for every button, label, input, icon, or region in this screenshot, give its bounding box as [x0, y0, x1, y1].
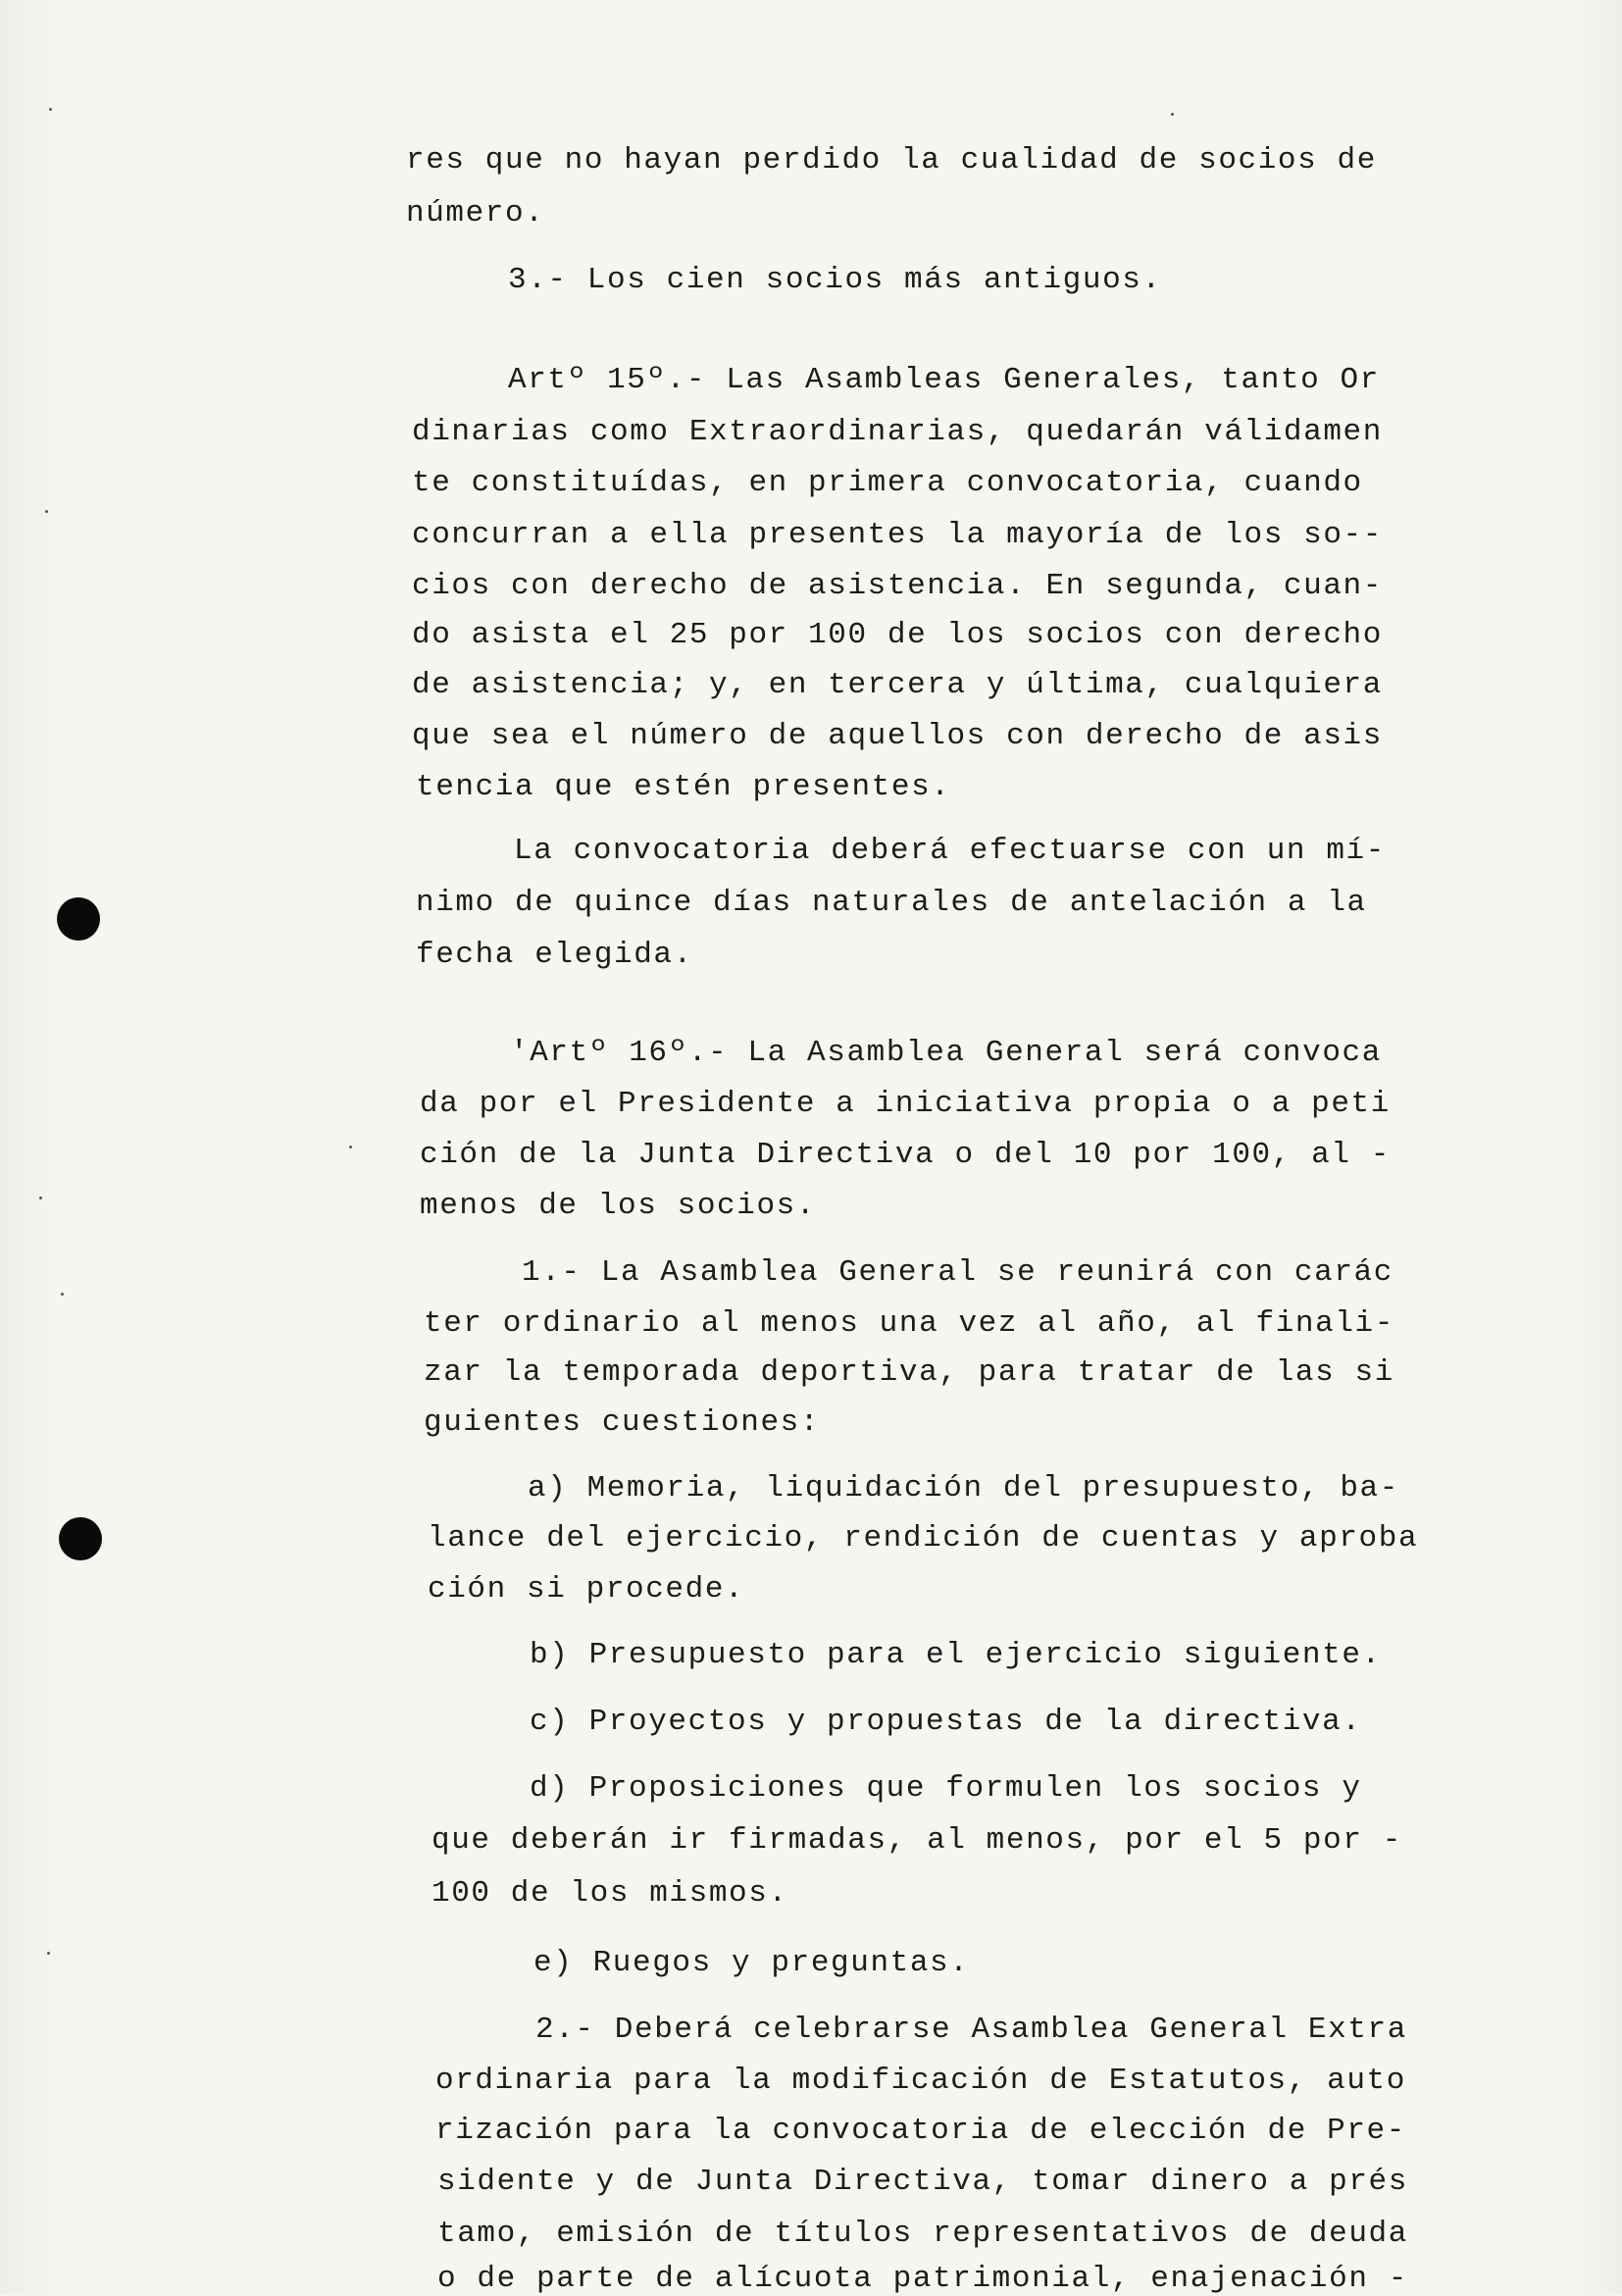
article-heading-line: Artº 15º.- Las Asambleas Generales, tanto Or: [508, 363, 1380, 397]
text-line: ción de la Junta Directiva o del 10 por 100, al -: [420, 1138, 1391, 1172]
text-line: res que no hayan perdido la cualidad de socios de: [406, 143, 1377, 178]
scan-speck: [349, 1146, 352, 1148]
text-line: 3.- Los cien socios más antiguos.: [508, 263, 1162, 297]
text-line: menos de los socios.: [420, 1189, 817, 1223]
text-line: ción si procede.: [428, 1572, 745, 1607]
text-line: de asistencia; y, en tercera y última, cualquiera: [412, 668, 1383, 702]
text-line: da por el Presidente a iniciativa propia o a peti: [420, 1087, 1391, 1121]
list-item-line: e) Ruegos y preguntas.: [533, 1946, 970, 1980]
list-item-line: a) Memoria, liquidación del presupuesto, ba-: [528, 1471, 1399, 1505]
scan-speck: [1171, 113, 1174, 116]
text-line: ter ordinario al menos una vez al año, al finali-: [424, 1306, 1394, 1341]
text-line: zar la temporada deportiva, para tratar de las si: [424, 1355, 1394, 1390]
text-line: sidente y de Junta Directiva, tomar dinero a prés: [437, 2165, 1408, 2199]
text-line: 100 de los mismos.: [431, 1876, 788, 1911]
list-item-line: b) Presupuesto para el ejercicio siguiente.: [530, 1638, 1382, 1672]
text-line: tamo, emisión de títulos representativos de deuda: [437, 2217, 1408, 2251]
article-heading-line: 'Artº 16º.- La Asamblea General será convoca: [510, 1036, 1382, 1070]
text-line: ordinaria para la modificación de Estatutos, auto: [435, 2064, 1406, 2098]
punch-hole-top: [57, 897, 100, 941]
text-line: rización para la convocatoria de elección de Pre-: [435, 2114, 1406, 2148]
text-line: guientes cuestiones:: [424, 1405, 821, 1440]
text-line: que sea el número de aquellos con derecho de asis: [412, 719, 1383, 753]
text-line: tencia que estén presentes.: [416, 770, 951, 804]
text-line: do asista el 25 por 100 de los socios con derecho: [412, 618, 1383, 652]
text-line: fecha elegida.: [416, 938, 693, 972]
text-line: número.: [406, 196, 545, 230]
text-line: dinarias como Extraordinarias, quedarán válidamen: [412, 415, 1383, 449]
text-line: 1.- La Asamblea General se reunirá con carác: [522, 1255, 1394, 1290]
list-item-line: c) Proyectos y propuestas de la directiva.: [530, 1705, 1362, 1739]
punch-hole-bottom: [59, 1517, 102, 1560]
text-line: lance del ejercicio, rendición de cuentas y aproba: [428, 1521, 1419, 1556]
scan-speck: [45, 510, 48, 513]
scan-speck: [61, 1293, 64, 1296]
list-item-line: d) Proposiciones que formulen los socios y: [530, 1771, 1362, 1806]
text-line: que deberán ir firmadas, al menos, por el 5 por -: [431, 1823, 1402, 1858]
text-line: concurran a ella presentes la mayoría de los so--: [412, 518, 1383, 552]
text-line: 2.- Deberá celebrarse Asamblea General Extra: [535, 2013, 1407, 2047]
text-line: o de parte de alícuota patrimonial, enajenación -: [437, 2262, 1408, 2296]
scan-speck: [49, 108, 52, 111]
text-line: te constituídas, en primera convocatoria, cuando: [412, 466, 1363, 500]
scan-speck: [39, 1197, 42, 1199]
text-line: La convocatoria deberá efectuarse con un mí-: [514, 834, 1386, 868]
text-line: cios con derecho de asistencia. En segunda, cuan-: [412, 569, 1383, 603]
scan-speck: [47, 1952, 50, 1955]
text-line: nimo de quince días naturales de antelación a la: [416, 886, 1367, 920]
